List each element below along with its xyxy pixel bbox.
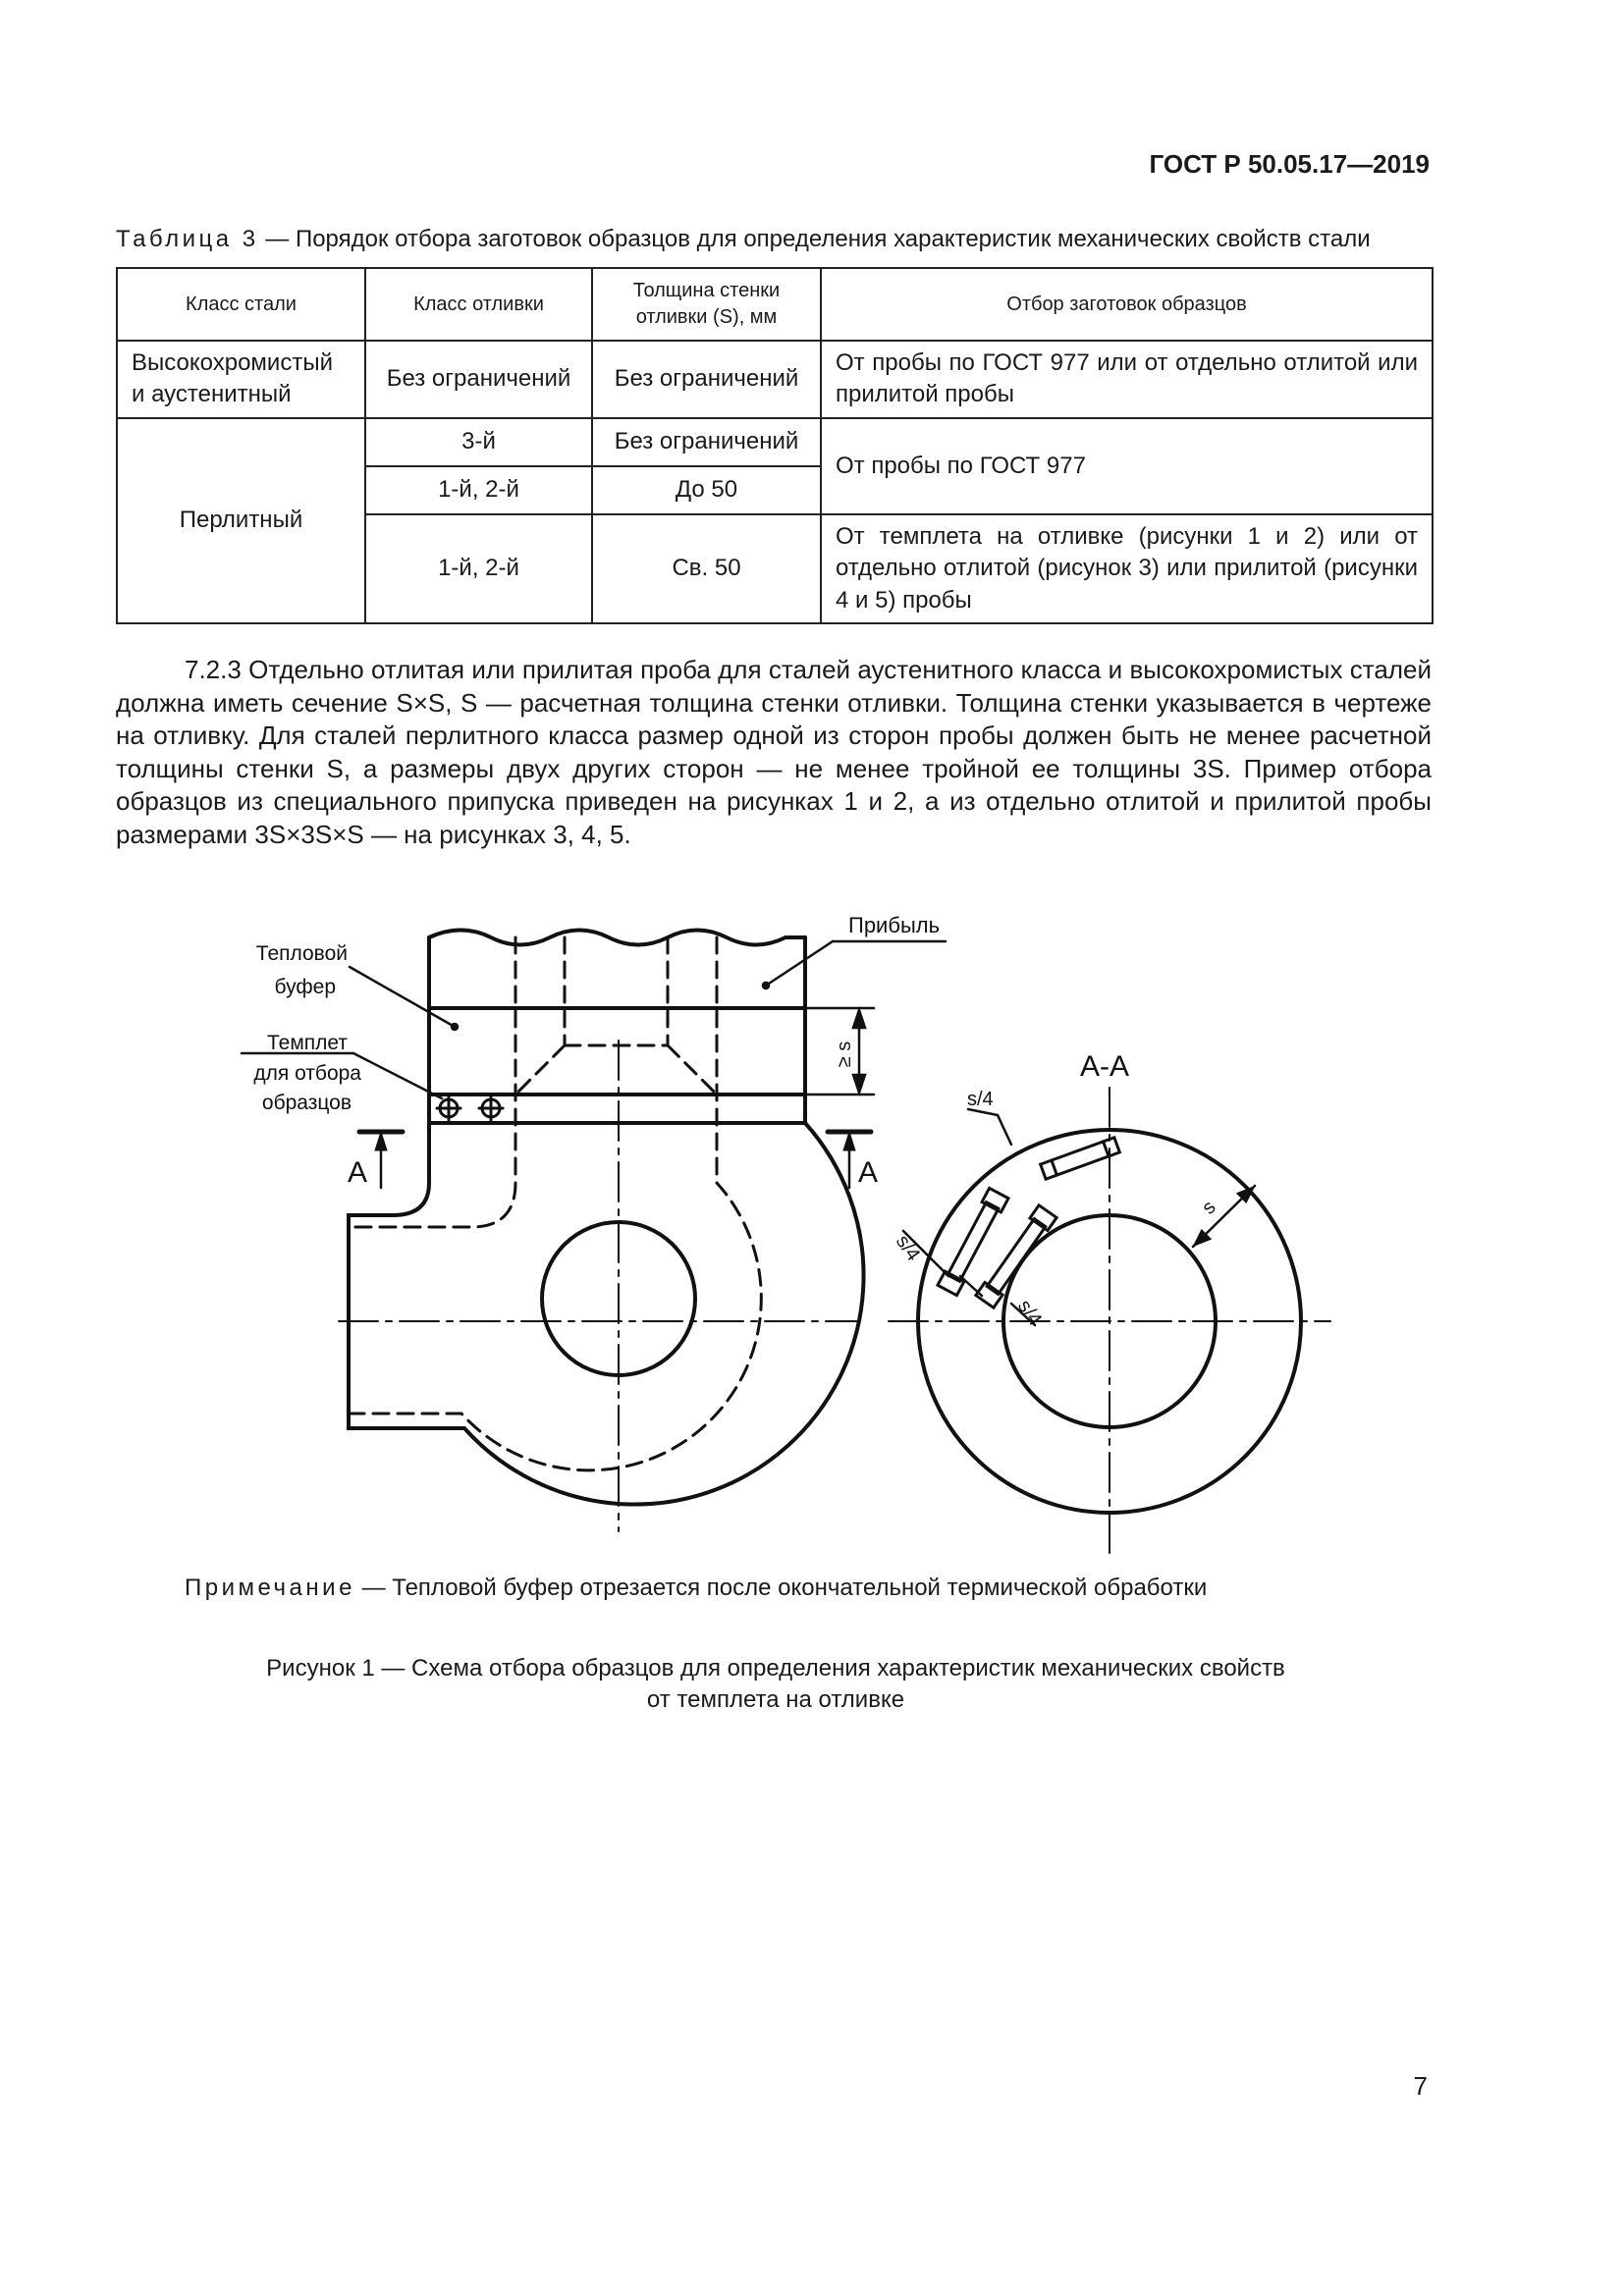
section-mark-right: А bbox=[858, 1156, 879, 1189]
column-header: Класс отливки bbox=[365, 268, 592, 341]
table-cell: Без ограничений bbox=[592, 341, 821, 418]
label-template-1: Темплет bbox=[267, 1032, 348, 1054]
table-cell: Перлитный bbox=[117, 418, 365, 623]
dimension-label-s4-left: s/4 bbox=[891, 1231, 925, 1265]
label-template-2: для отбора bbox=[253, 1062, 361, 1085]
label-template-3: образцов bbox=[261, 1092, 352, 1114]
table-cell: От пробы по ГОСТ 977 bbox=[821, 418, 1433, 514]
dimension-label-s4-bottom: s/4 bbox=[1012, 1296, 1047, 1330]
dimension-label-s: s bbox=[1197, 1196, 1220, 1219]
dimension-label-ge-s: ≥ s bbox=[834, 1041, 855, 1068]
figure-note bbox=[185, 1575, 1207, 1602]
table-cell: От темплета на отливке (рисунки 1 и 2) или от отдельно отлитой (рисунок 3) или прилитой (рисунки 4 и 5) пробы bbox=[821, 514, 1433, 623]
body-paragraph: 7.2.3 Отдельно отлитая или прилитая проба для сталей аустенитного класса и высокохромистых сталей должна иметь сечение S×S, S — расчетная толщина стенки отливки. Толщина стенки указывается в чертеже на отливку. Для сталей перлитного класса размер одной из сторон пробы должен быть не менее расчетной толщины стенки S, а размеры двух других сторон — не менее тройной ее толщины 3S. Пример отбора образцов из специального припуска приведен на рисунках 1 и 2, а из отдельно отлитой и прилитой пробы размерами 3S×3S×S — на рисунках 3, 4, 5. bbox=[116, 655, 1432, 849]
table-cell: Св. 50 bbox=[592, 514, 821, 623]
table-caption-label: Таблица 3 bbox=[116, 226, 259, 252]
hidden-lines bbox=[349, 937, 761, 1470]
table-cell: 3-й bbox=[365, 418, 592, 466]
figure-caption-line: Рисунок 1 — Схема отбора образцов для определения характеристик механических свойств bbox=[266, 1655, 1285, 1682]
label-thermal-buffer-1: Тепловой bbox=[255, 942, 348, 965]
label-thermal-buffer-2: буфер bbox=[274, 976, 336, 998]
table-cell: От пробы по ГОСТ 977 или от отдельно отлитой или прилитой пробы bbox=[821, 341, 1433, 418]
section-markers bbox=[359, 1132, 871, 1188]
table-caption-text: — Порядок отбора заготовок образцов для определения характеристик механических свойств стали bbox=[258, 226, 1371, 252]
note-text: — Тепловой буфер отрезается после окончательной термической обработки bbox=[354, 1575, 1208, 1601]
column-header: Класс стали bbox=[117, 268, 365, 341]
figure-caption-line: от темплета на отливке bbox=[646, 1686, 905, 1713]
table-cell: Без ограничений bbox=[365, 341, 592, 418]
template-specimen-marks bbox=[437, 1096, 503, 1120]
casting-outline bbox=[349, 931, 864, 1505]
section-title: А-А bbox=[1080, 1050, 1130, 1083]
column-header: Толщина стенки отливки (S), мм bbox=[592, 268, 821, 341]
label-riser: Прибыль bbox=[848, 913, 941, 937]
section-mark-left: А bbox=[348, 1156, 368, 1189]
table-cell: Высокохромистый и аустенитный bbox=[117, 341, 365, 418]
column-header: Отбор заготовок образцов bbox=[821, 268, 1433, 341]
section-a-a bbox=[903, 1109, 1301, 1513]
note-label: Примечание bbox=[185, 1575, 355, 1601]
figure-caption bbox=[0, 1653, 1551, 1716]
dimension-label-s4-top: s/4 bbox=[967, 1089, 994, 1110]
table-cell: Без ограничений bbox=[592, 418, 821, 466]
table-cell: До 50 bbox=[592, 466, 821, 514]
document-code: ГОСТ Р 50.05.17—2019 bbox=[1149, 149, 1430, 179]
table-cell: 1-й, 2-й bbox=[365, 514, 592, 623]
table-cell: 1-й, 2-й bbox=[365, 466, 592, 514]
page-number: 7 bbox=[1413, 2071, 1428, 2101]
